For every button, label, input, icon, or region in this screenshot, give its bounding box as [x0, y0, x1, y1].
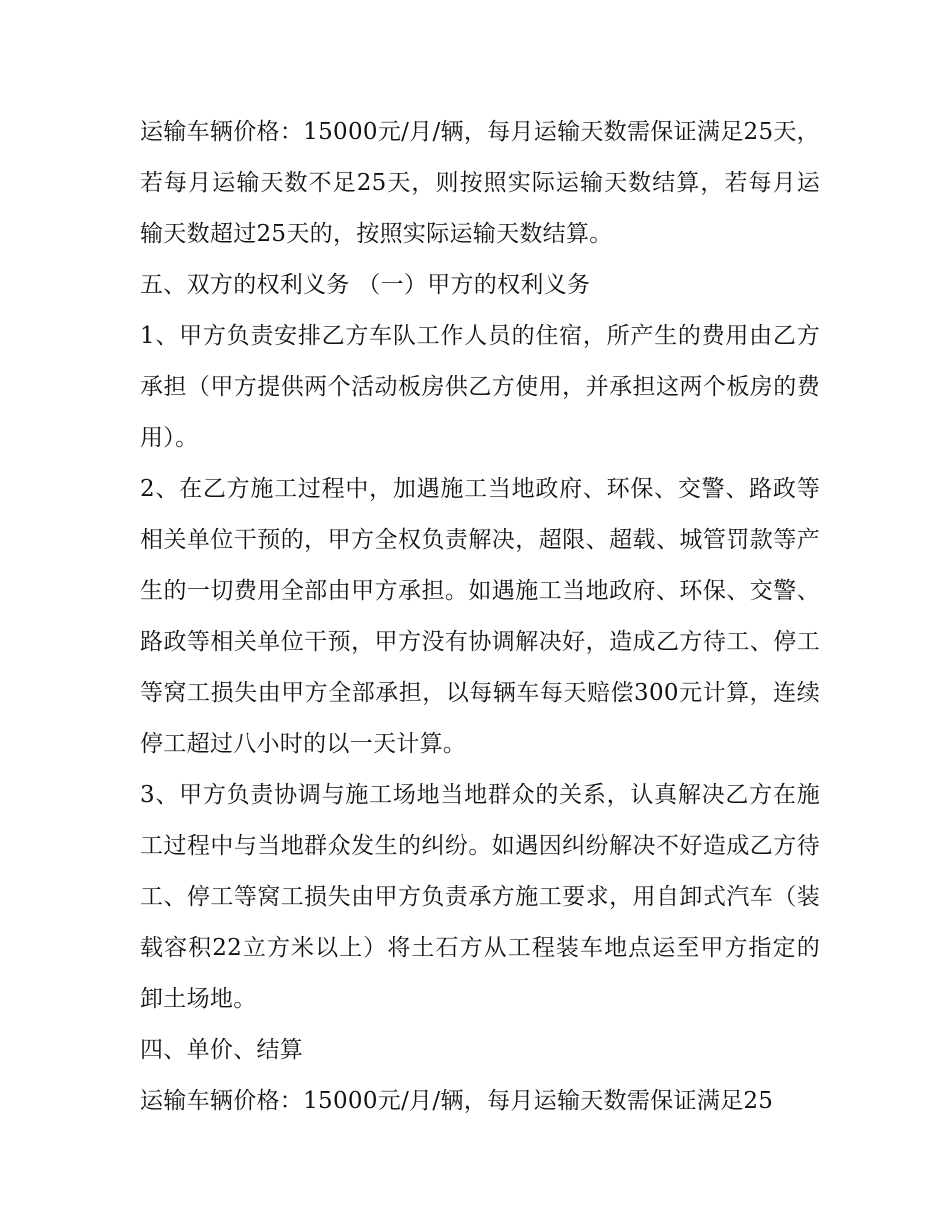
- paragraph-price-terms: 运输车辆价格：15000元/月/辆，每月运输天数需保证满足25天，若每月运输天数不足25天，则按照实际运输天数结算，若每月运输天数超过25天的，按照实际运输天数结算。: [140, 119, 820, 247]
- paragraph-clause-1: 1、甲方负责安排乙方车队工作人员的住宿，所产生的费用由乙方承担（甲方提供两个活动板房供乙方使用，并承担这两个板房的费用）。: [140, 323, 820, 451]
- paragraph-clause-3: 3、甲方负责协调与施工场地当地群众的关系，认真解决乙方在施工过程中与当地群众发生的纠纷。如遇因纠纷解决不好造成乙方待工、停工等窝工损失由甲方负责承方施工要求，用自卸式汽车（装载容积22立方米以上）将土石方从工程装车地点运至甲方指定的卸土场地。: [140, 782, 820, 1012]
- paragraph-clause-2: 2、在乙方施工过程中，加遇施工当地政府、环保、交警、路政等相关单位干预的，甲方全权负责解决，超限、超载、城管罚款等产生的一切费用全部由甲方承担。如遇施工当地政府、环保、交警、路政等相关单位干预，甲方没有协调解决好，造成乙方待工、停工等窝工损失由甲方全部承担，以每辆车每天赔偿300元计算，连续停工超过八小时的以一天计算。: [140, 476, 820, 757]
- section-heading-unit-price: 四、单价、结算: [140, 1037, 304, 1063]
- paragraph-price-terms-repeat: 运输车辆价格：15000元/月/辆，每月运输天数需保证满足25: [140, 1088, 774, 1114]
- section-heading-rights-obligations: 五、双方的权利义务 （一）甲方的权利义务: [140, 272, 591, 298]
- document-body: [140, 107, 820, 1127]
